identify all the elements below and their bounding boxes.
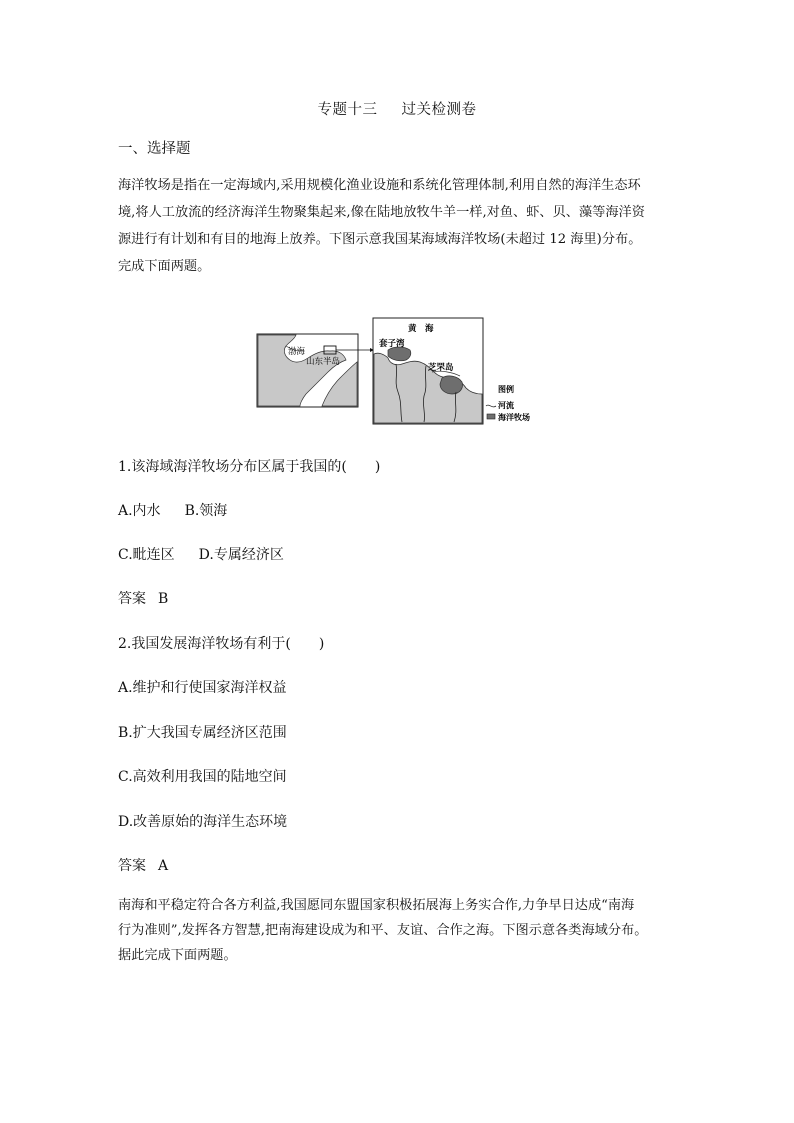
passage-2 [118,893,678,968]
label-shandong-peninsula: 山东半岛 [306,357,341,367]
title-subtitle: 过关检测卷 [401,102,477,118]
passage-1-line: 境,将人工放流的经济海洋生物聚集起来,像在陆地放牧牛羊一样,对鱼、虾、贝、藻等海洋资 [118,205,645,220]
question-1-stem: 1.该海域海洋牧场分布区属于我国的( ) [118,459,381,475]
passage-2-line: 行为准则”,发挥各方智慧,把南海建设成为和平、友谊、合作之海。下图示意各类海域分布。 [118,923,648,938]
legend-river: 河流 [498,401,514,410]
answer-value: A [158,858,169,874]
passage-1-line: 源进行有计划和有目的地海上放养。下图示意我国某海域海洋牧场(未超过 12 海里)分布。 [118,232,642,247]
label-taozi-bay: 套子湾 [379,339,405,349]
passage-2-line: 据此完成下面两题。 [118,948,237,963]
answer-value: B [158,591,169,607]
passage-1-line: 海洋牧场是指在一定海域内,采用规模化渔业设施和系统化管理体制,利用自然的海洋生态环 [118,178,641,193]
main-map [373,318,483,424]
option-c: C.高效利用我国的陆地空间 [118,769,287,785]
label-bohai: 渤海 [288,347,306,357]
ranch-map-figure [256,316,546,428]
option-d: D.改善原始的海洋生态环境 [118,814,288,830]
legend-ranch: 海洋牧场 [498,413,530,422]
passage-1-line: 完成下面两题。 [118,259,211,274]
answer-label: 答案 [118,858,146,874]
option-c: C.毗连区 [118,547,175,563]
legend-title: 图例 [498,385,514,394]
passage-2-line: 南海和平稳定符合各方利益,我国愿同东盟国家积极拓展海上务实合作,力争早日达成“南海 [118,898,635,913]
option-b: B.领海 [184,503,228,519]
ranch-area-zhifu-island [440,376,463,394]
page-title [0,98,794,119]
question-2-answer [118,855,168,875]
map-legend [486,384,530,422]
question-1-options-row-1 [118,500,227,520]
map-svg [256,316,546,428]
question-1-answer [118,588,168,608]
label-yellow-sea: 黄 海 [408,324,434,334]
option-a: A.维护和行使国家海洋权益 [118,680,287,696]
question-1-options-row-2 [118,544,284,564]
title-topic: 专题十三 [317,102,378,118]
label-zhifu-island: 芝罘岛 [428,363,454,373]
answer-label: 答案 [118,591,146,607]
ranch-area-taozi-bay [388,347,411,361]
inset-map [257,334,374,407]
river-legend-icon [486,405,496,407]
ranch-legend-icon [487,414,495,419]
section-heading: 一、选择题 [118,141,191,157]
passage-1 [118,172,678,280]
question-2-stem: 2.我国发展海洋牧场有利于( ) [118,636,325,652]
option-d: D.专属经济区 [198,547,284,563]
option-a: A.内水 [118,503,161,519]
option-b: B.扩大我国专属经济区范围 [118,725,287,741]
